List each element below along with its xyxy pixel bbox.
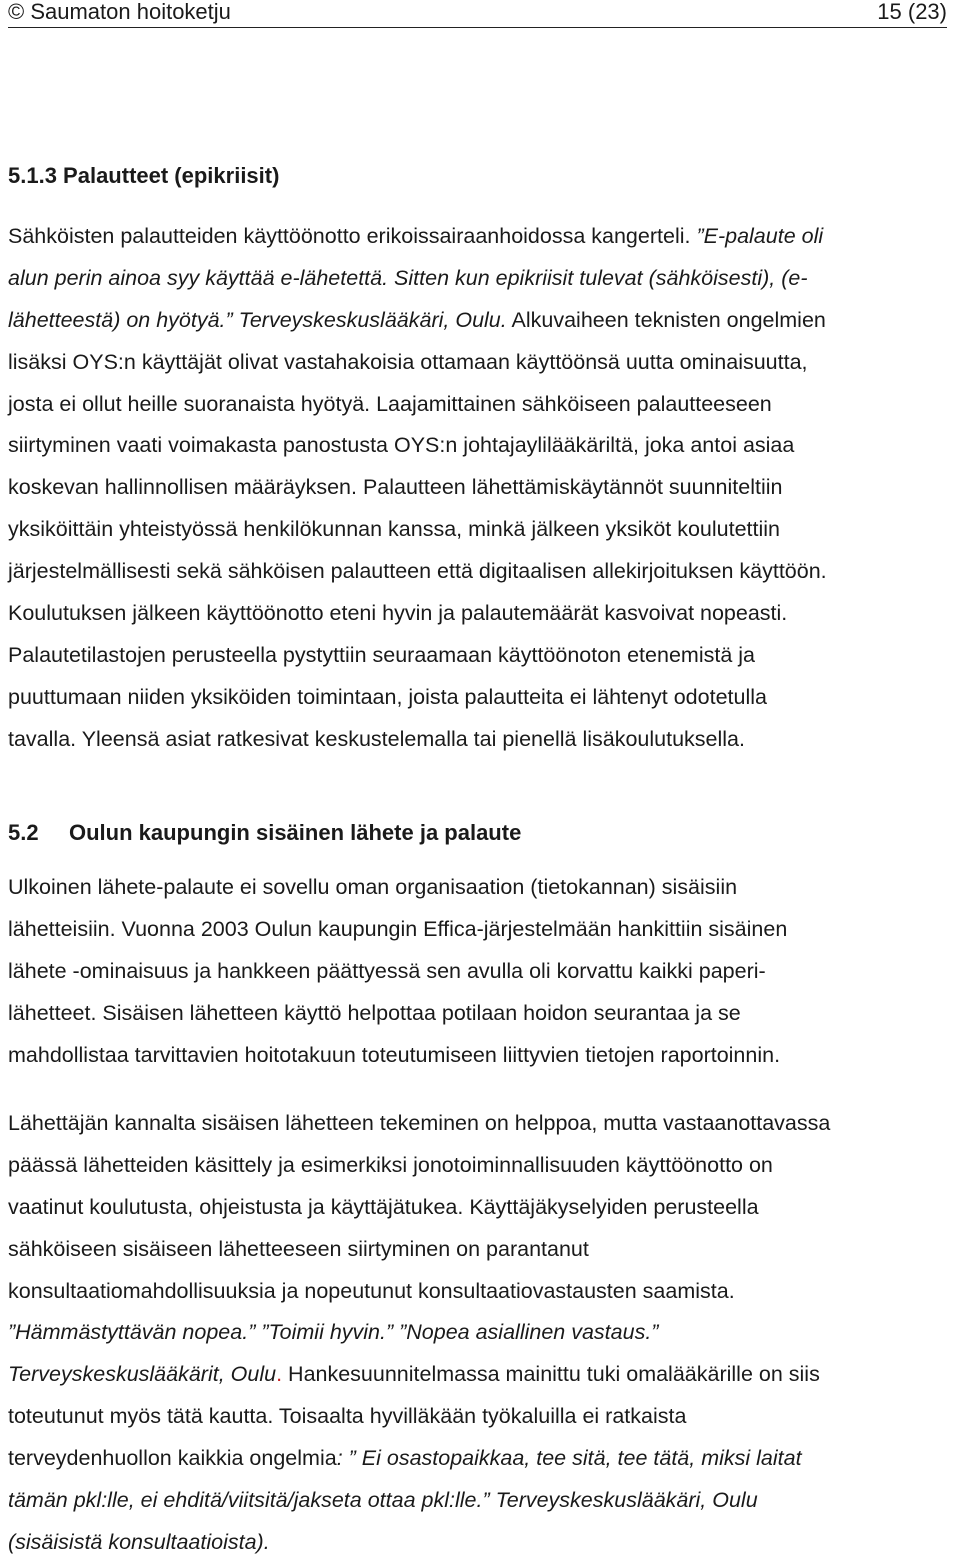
text-line: lähetteisiin. Vuonna 2003 Oulun kaupungin Effica-järjestelmään hankittiin sisäinen xyxy=(8,916,788,941)
text-line: yksiköittäin yhteistyössä henkilökunnan kanssa, minkä jälkeen yksiköt koulutettiin xyxy=(8,517,781,542)
quote-line: (sisäisistä konsultaatioista). xyxy=(8,1529,270,1554)
text-line: tavalla. Yleensä asiat ratkesivat keskustelemalla tai pienellä lisäkoulutuksella. xyxy=(8,726,745,751)
text-line: lisäksi OYS:n käyttäjät olivat vastahakoisia ottamaan käyttöönsä uutta ominaisuutta, xyxy=(8,349,808,374)
text-line: lähete -ominaisuus ja hankkeen päättyessä sen avulla oli korvattu kaikki paperi- xyxy=(8,958,766,983)
page-number: 15 (23) xyxy=(877,0,947,24)
section-number: 5.2 xyxy=(8,820,39,845)
document-title: © Saumaton hoitoketju xyxy=(8,0,231,24)
section-5-2-paragraph-1 xyxy=(8,867,953,1076)
text-line: mahdollistaa tarvittavien hoitotakuun toteutumiseen liittyvien tietojen raportoinnin. xyxy=(8,1042,781,1067)
section-heading-5-2 xyxy=(8,816,521,850)
text-line: Palautetilastojen perusteella pystyttiin seuraamaan käyttöönoton etenemistä ja xyxy=(8,642,755,667)
text-line: sähköiseen sisäiseen lähetteeseen siirtyminen on parantanut xyxy=(8,1236,589,1261)
page-header xyxy=(8,0,947,28)
section-heading-5-1-3: 5.1.3 Palautteet (epikriisit) xyxy=(8,163,280,188)
text-line: Lähettäjän kannalta sisäisen lähetteen tekeminen on helppoa, mutta vastaanottavassa xyxy=(8,1111,831,1135)
text-line: järjestelmällisesti sekä sähköisen palautteen että digitaalisen allekirjoituksen käyttöön. xyxy=(8,559,827,584)
text-line: alun perin ainoa syy käyttää e-lähetettä. Sitten kun epikriisit tulevat (sähköisesti), (e- xyxy=(8,265,808,290)
quote-line: tämän pkl:lle, ei ehditä/viitsitä/jakseta ottaa pkl:lle.” Terveyskeskuslääkäri, Oulu xyxy=(8,1488,758,1513)
text-line: Terveyskeskuslääkärit, Oulu. Hankesuunnitelmassa mainittu tuki omalääkärille on siis xyxy=(8,1362,820,1387)
quote-line: ”Hämmästyttävän nopea.” ”Toimii hyvin.” ”Nopea asiallinen vastaus.” xyxy=(8,1320,659,1345)
text-line: Koulutuksen jälkeen käyttöönotto eteni hyvin ja palautemäärät kasvoivat nopeasti. xyxy=(8,601,788,626)
section-5-2-paragraph-2 xyxy=(8,1103,953,1564)
section-5-1-3-paragraph xyxy=(8,216,953,761)
text-line: päässä lähetteiden käsittely ja esimerkiksi jonotoiminnallisuuden käyttöönotto on xyxy=(8,1152,773,1177)
text-line: koskevan hallinnollisen määräyksen. Palautteen lähettämiskäytännöt suunniteltiin xyxy=(8,475,783,500)
text-line: Ulkoinen lähete-palaute ei sovellu oman organisaation (tietokannan) sisäisiin xyxy=(8,875,738,899)
section-title: Oulun kaupungin sisäinen lähete ja palaute xyxy=(69,820,522,845)
text-line: Sähköisten palautteiden käyttöönotto erikoissairaanhoidossa kangerteli. ”E-palaute oli xyxy=(8,224,824,248)
text-line: konsultaatiomahdollisuuksia ja nopeutunut konsultaatiovastausten saamista. xyxy=(8,1278,735,1303)
text-line: josta ei ollut heille suoranaista hyötyä. Laajamittainen sähköiseen palautteeseen xyxy=(8,391,772,416)
text-line: puuttumaan niiden yksiköiden toimintaan, joista palautteita ei lähtenyt odotetulla xyxy=(8,684,767,709)
text-line: lähetteet. Sisäisen lähetteen käyttö helpottaa potilaan hoidon seurantaa ja se xyxy=(8,1000,741,1025)
text-line: siirtyminen vaati voimakasta panostusta OYS:n johtajaylilääkäriltä, joka antoi asiaa xyxy=(8,433,795,458)
text-line: lähetteestä) on hyötyä.” Terveyskeskuslääkäri, Oulu. Alkuvaiheen teknisten ongelmien xyxy=(8,307,826,332)
text-line: vaatinut koulutusta, ohjeistusta ja käyttäjätukea. Käyttäjäkyselyiden perusteella xyxy=(8,1194,759,1219)
text-line: terveydenhuollon kaikkia ongelmia: ” Ei osastopaikkaa, tee sitä, tee tätä, miksi laitat xyxy=(8,1446,802,1471)
text-line: toteutunut myös tätä kautta. Toisaalta hyvilläkään työkaluilla ei ratkaista xyxy=(8,1404,687,1429)
